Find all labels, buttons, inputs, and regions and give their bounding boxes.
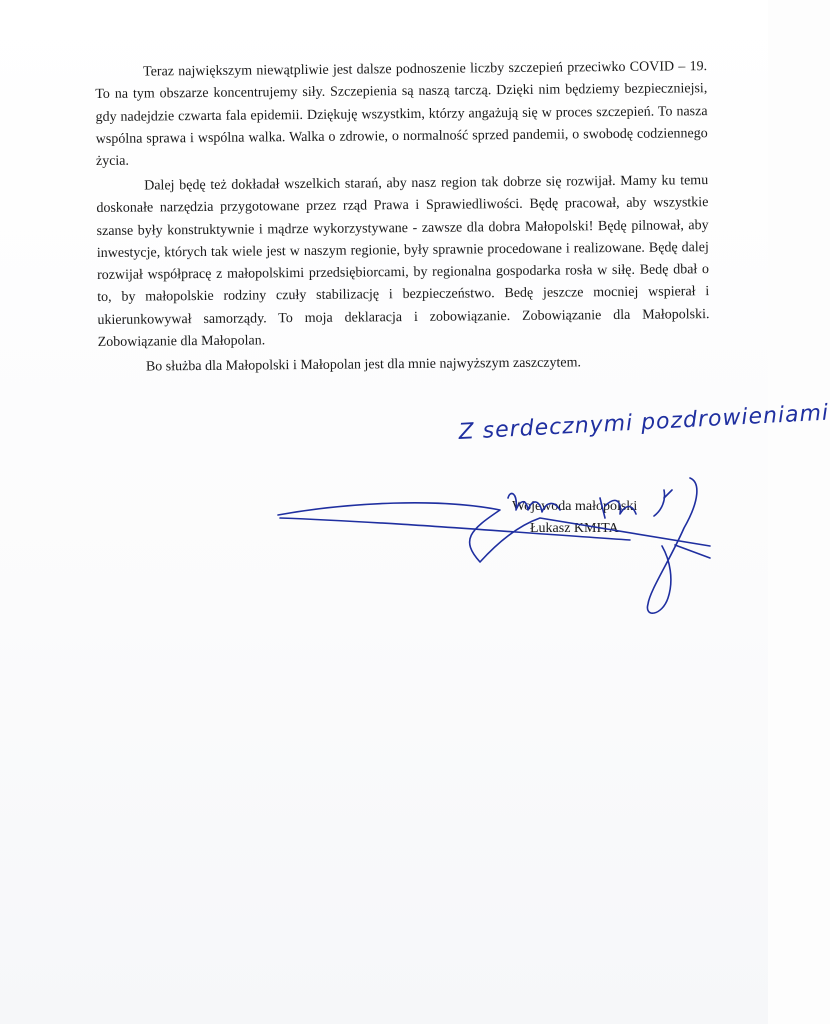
- handwritten-signature: [270, 470, 730, 630]
- paragraph-service: Bo służba dla Małopolski i Małopolan jest dla mnie najwyższym zaszczytem.: [145, 355, 582, 375]
- signatory-name: Łukasz KMITA: [530, 521, 619, 536]
- signatory-title: Wojewoda małopolski: [512, 499, 638, 514]
- handwritten-closing: Z serdecznymi pozdrowieniami: [458, 400, 830, 445]
- paragraph-vaccination: Teraz największym niewątpliwie jest dalsze podnoszenie liczby szczepień przeciwko COVID – 19. To na tym obszarze koncentrujemy siły. Szczepienia są naszą tarczą. Dzięki nim będziemy bezpieczniejsi, gdy nadejdzie czwarta fala epidemii. Dziękuję wszystkim, którzy angażują się w proces szczepień. To nasza wspólna sprawa i wspólna walka. Walka o zdrowie, o normalność sprzed pandemii, o swobodę codziennego życia.: [95, 59, 708, 170]
- letter-body: [95, 56, 710, 382]
- paragraph-region-development: Dalej będę też dokładał wszelkich starań, aby nasz region tak dobrze się rozwijał. Mamy ku temu doskonałe narzędzia przygotowane przez rząd Prawa i Sprawiedliwości. Będę pracował, aby wszystkie szanse były konstruktywnie i mądrze wykorzystywane - zawsze dla dobra Małopolski! Będę pilnował, aby inwestycje, których tak wiele jest w naszym regionie, były sprawnie procedowane i realizowane. Będę dalej rozwijał współpracę z małopolskimi przedsiębiorcami, by regionalna gospodarka rosła w siłę. Bedę dbał o to, by małopolskie rodziny czuły stabilizację i bezpieczeństwo. Bedę jeszcze mocniej wspierał i ukierunkowywał samorządy. To moja deklaracja i zobowiązanie. Zobowiązanie dla Małopolski. Zobowiązanie dla Małopolan.: [96, 173, 710, 351]
